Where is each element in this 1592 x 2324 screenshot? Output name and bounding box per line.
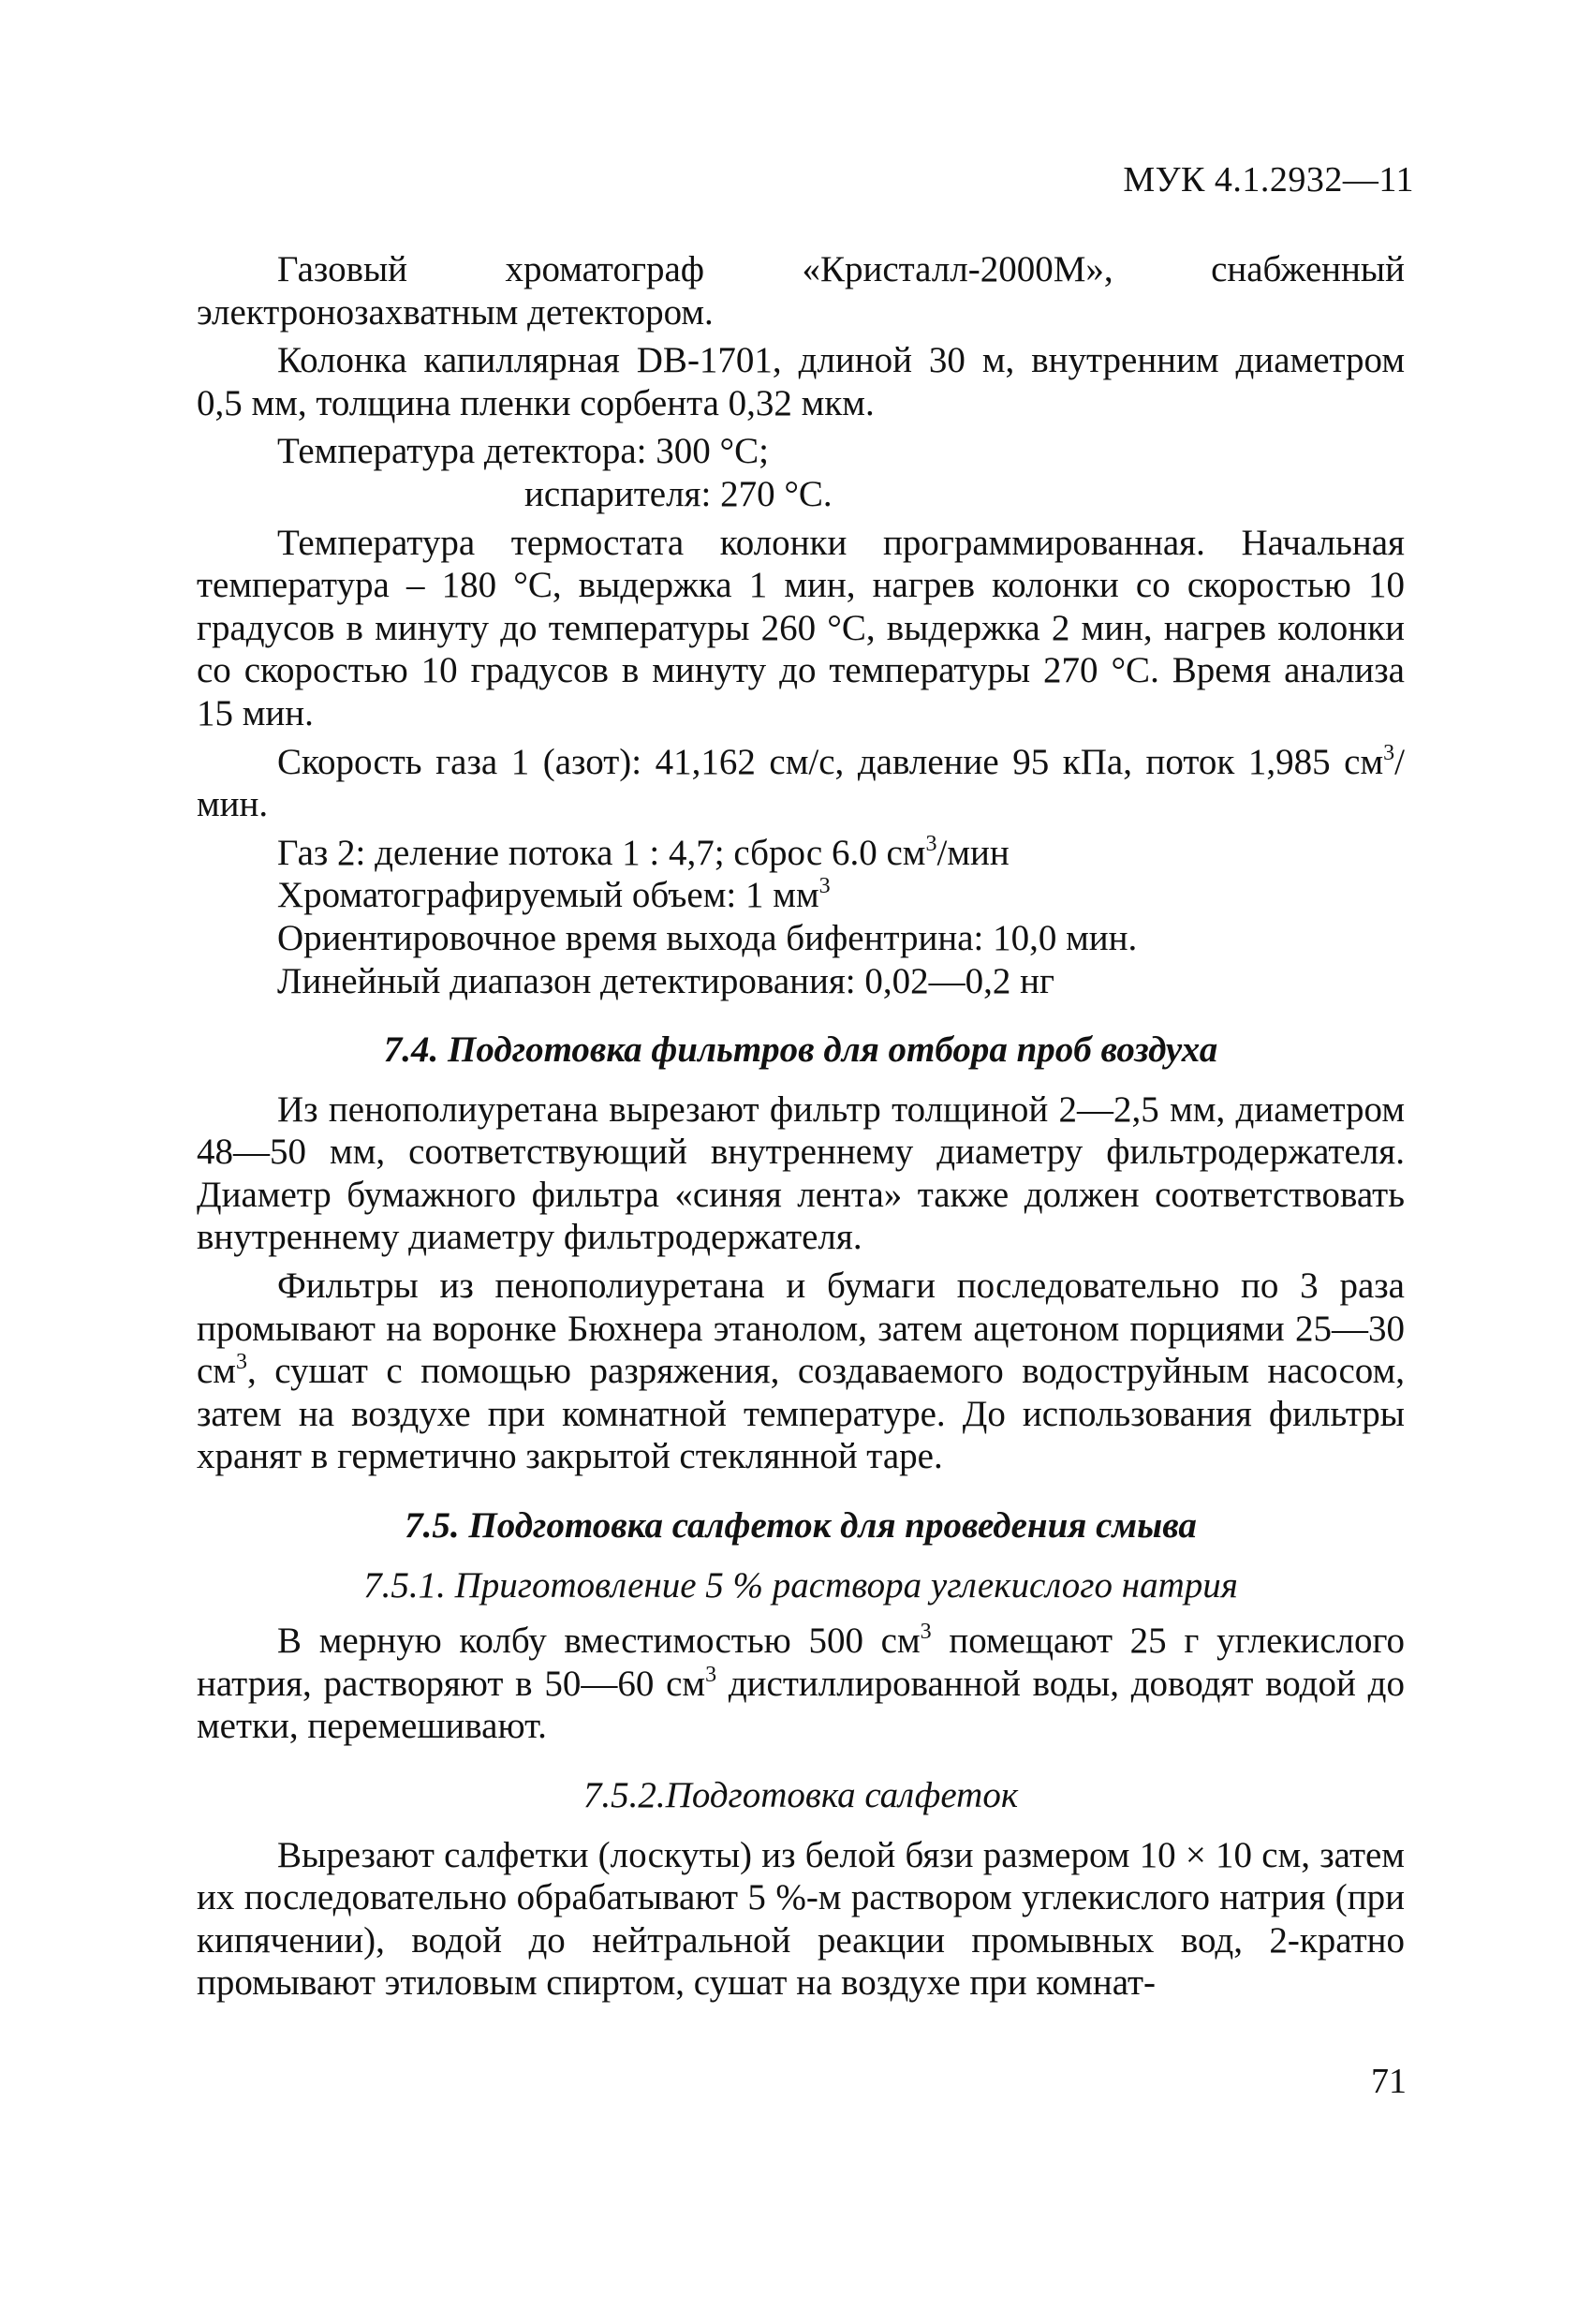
superscript: 3: [818, 874, 831, 899]
document-code: МУК 4.1.2932—11: [1123, 160, 1414, 200]
washing-text-end: , сушат с помощью разряжения, создаваемого водоструйным насосом, затем на воздухе при комнатной температуре. До использования фильтры хранят в герметично закрытой стеклянной таре.: [197, 1351, 1405, 1477]
gas2-text-end: /мин: [936, 832, 1010, 873]
paragraph-evaporator-temp: испарителя: 270 °С.: [524, 473, 833, 514]
gas2-text: Газ 2: деление потока 1 : 4,7; сброс 6.0 см: [277, 832, 926, 873]
paragraph-thermostat-program: Температура термостата колонки программированная. Начальная температура – 180 °С, выдержка 1 мин, нагрев колонки со скоростью 10 градусов в минуту до температуры 260 °С, выдержка 2 мин, нагрев колонки со скоростью 10 градусов в минуту до температуры 270 °С. Время анализа 15 мин.: [197, 522, 1405, 733]
section-heading-7-5: 7.5. Подготовка салфеток для проведения смыва: [405, 1505, 1197, 1547]
paragraph-sodium-carbonate: [197, 1620, 1405, 1748]
paragraph-retention-time: Ориентировочное время выхода бифентрина: 10,0 мин.: [277, 917, 1138, 958]
paragraph-detector-temp: Температура детектора: 300 °С;: [277, 431, 769, 472]
paragraph-filter-cutting: Из пенополиуретана вырезают фильтр толщиной 2—2,5 мм, диаметром 48—50 мм, соответствующий внутреннему диаметру фильтродержателя. Диаметр бумажного фильтра «синяя лента» также должен соответствовать внутреннему диаметру фильтродержателя.: [197, 1088, 1405, 1258]
gas1-text: Скорость газа 1 (азот): 41,162 см/с, давление 95 кПа, поток 1,985 см: [277, 741, 1384, 782]
section-heading-7-4: 7.4. Подготовка фильтров для отбора проб воздуха: [383, 1029, 1218, 1071]
carbonate-text-c: дистиллированной воды, доводят водой до метки, перемешивают.: [197, 1663, 1405, 1747]
subsection-heading-7-5-1: 7.5.1. Приготовление 5 % раствора углекислого натрия: [363, 1564, 1238, 1606]
paragraph-linear-range: Линейный диапазон детектирования: 0,02—0,2 нг: [277, 960, 1055, 1001]
paragraph-filter-washing: [197, 1265, 1405, 1478]
carbonate-text-b: помещают 25 г углекислого натрия, растворяют в 50—60 см: [197, 1621, 1405, 1704]
superscript: 3: [236, 1350, 247, 1375]
subsection-heading-7-5-2: 7.5.2.Подготовка салфеток: [582, 1775, 1019, 1815]
carbonate-text-a: В мерную колбу вместимостью 500 см: [277, 1621, 921, 1662]
page-body: [197, 248, 1405, 2005]
paragraph-gas2-split: [197, 832, 1405, 875]
volume-text: Хроматографируемый объем: 1 мм: [277, 875, 819, 916]
paragraph-injection-volume: [197, 874, 1405, 917]
paragraph-gas1-flow: [197, 741, 1405, 826]
page-number: 71: [1371, 2062, 1407, 2101]
paragraph-chromatograph: Газовый хроматограф «Кристалл-2000М», снабженный электронозахватным детектором.: [197, 249, 1405, 333]
superscript: 3: [925, 831, 937, 856]
washing-text: Фильтры из пенополиуретана и бумаги последовательно по 3 раза промывают на воронке Бюхнера этанолом, затем ацетоном порциями 25—30 см: [197, 1266, 1405, 1392]
paragraph-column: Колонка капиллярная DB-1701, длиной 30 м, внутренним диаметром 0,5 мм, толщина пленки сорбента 0,32 мкм.: [197, 340, 1405, 423]
superscript: 3: [1383, 740, 1395, 765]
gas1-text-end: /мин.: [197, 741, 1405, 825]
paragraph-napkin-preparation: Вырезают салфетки (лоскуты) из белой бязи размером 10 × 10 см, затем их последовательно обрабатывают 5 %-м раствором углекислого натрия (при кипячении), водой до нейтральной реакции промывных вод, 2-кратно промывают этиловым спиртом, сушат на воздухе при комнат-: [197, 1834, 1405, 2004]
superscript: 3: [920, 1620, 932, 1645]
superscript: 3: [705, 1662, 717, 1687]
